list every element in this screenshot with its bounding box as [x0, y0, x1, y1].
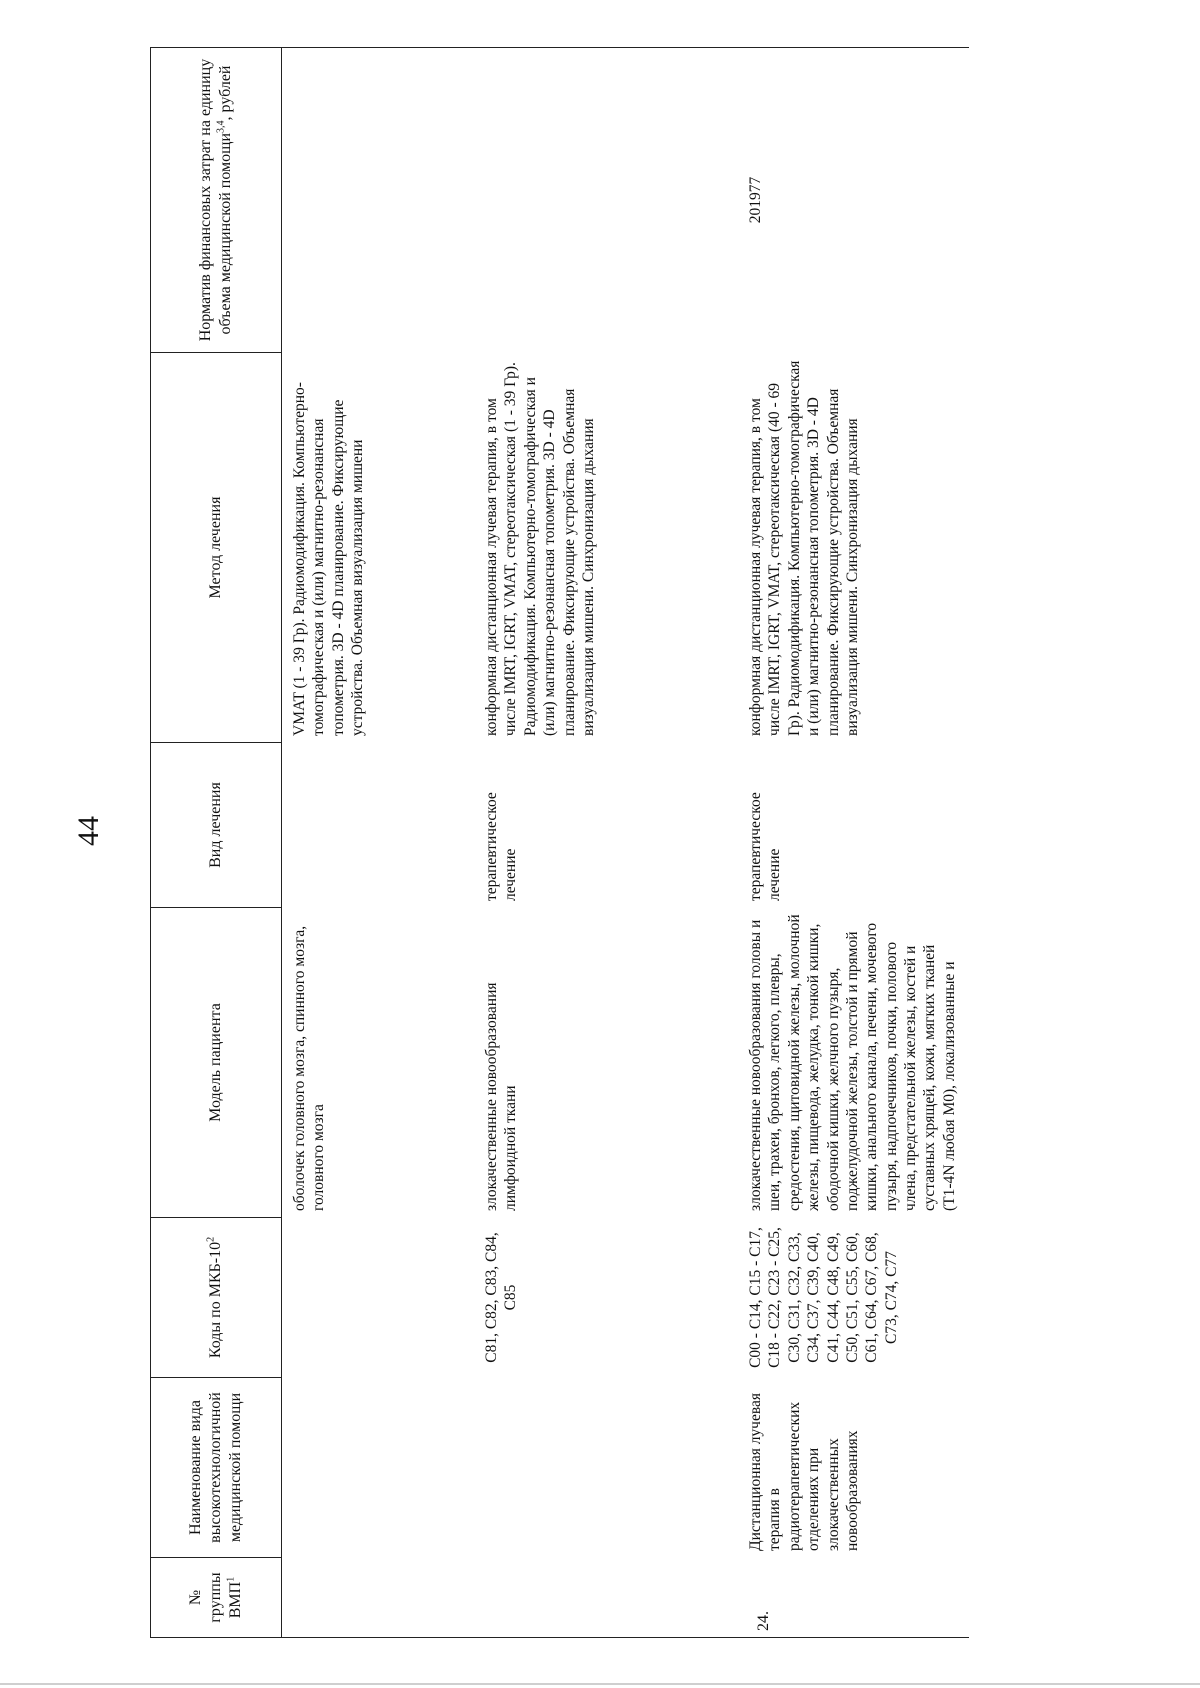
header-type: Вид лечения: [151, 743, 282, 908]
cell-codes: C00 - C14, C15 - C17, C18 - C22, C23 - C25, C30, C31, C32, C33, C34, C37, C39, C40, C41, C44, C48, C49, C50, C51, C55, C60, C61, C64, C67, C68, C73, C74, C77: [740, 1218, 969, 1378]
table-container: [150, 48, 1200, 1638]
cell-method: VMAT (1 - 39 Гр). Радиомодификация. Компьютерно-томографическая и (или) магнитно-резонансная топометрия. 3D - 4D планирование. Фиксирующие устройства. Объемная визуализация мишени: [282, 353, 477, 743]
cell-type: терапевтическое лечение: [476, 743, 740, 908]
cell-name: [282, 1378, 477, 1558]
cell-name: Дистанционная лучевая терапия в радиотерапевтических отделениях при злокачественных новообразованиях: [740, 1378, 969, 1558]
header-name: Наименование вида высокотехнологичной медицинской помощи: [151, 1378, 282, 1558]
table-row: [476, 48, 740, 1638]
cell-method: конформная дистанционная лучевая терапия, в том числе IMRT, IGRT, VMAT, стереотаксическая (1 - 39 Гр). Радиомодификация. Компьютерно-томографическая и (или) магнитно-резонансная топометрия. 3D - 4D планирование. Фиксирующие устройства. Объемная визуализация мишени. Синхронизация дыхания: [476, 353, 740, 743]
cell-codes: [282, 1218, 477, 1378]
cell-model: злокачественные новообразования лимфоидной ткани: [476, 908, 740, 1218]
cell-name: [476, 1378, 740, 1558]
cell-group-no: [476, 1558, 740, 1638]
cell-norm: [476, 48, 740, 353]
cell-norm: 201977: [740, 48, 969, 353]
vmp-table: [150, 47, 969, 1638]
page-edge-rule: [0, 1683, 1200, 1685]
header-row: [151, 48, 282, 1638]
header-norm: Норматив финансовых затрат на единицу объема медицинской помощи$^{3,4}$, рублей: [151, 48, 282, 353]
table-row: [282, 48, 477, 1638]
cell-method: конформная дистанционная лучевая терапия, в том числе IMRT, IGRT, VMAT, стереотаксическая (40 - 69 Гр). Радиомодификация. Компьютерно-томографическая и (или) магнитно-резонансная топометрия. 3D - 4D планирование. Фиксирующие устройства. Объемная визуализация мишени. Синхронизация дыхания: [740, 353, 969, 743]
cell-group-no: [282, 1558, 477, 1638]
page-number: 44: [72, 816, 105, 846]
header-model: Модель пациента: [151, 908, 282, 1218]
header-codes: Коды по МКБ-$10^2$: [151, 1218, 282, 1378]
table-row: [740, 48, 969, 1638]
header-method: Метод лечения: [151, 353, 282, 743]
cell-group-no: 24.: [740, 1558, 969, 1638]
cell-type: [282, 743, 477, 908]
cell-type: терапевтическое лечение: [740, 743, 969, 908]
cell-model: оболочек головного мозга, спинного мозга, головного мозга: [282, 908, 477, 1218]
cell-codes: C81, C82, C83, C84, C85: [476, 1218, 740, 1378]
cell-norm: [282, 48, 477, 353]
cell-model: злокачественные новообразования головы и шеи, трахеи, бронхов, легкого, плевры, средостения, щитовидной железы, молочной железы, пищевода, желудка, тонкой кишки, ободочной кишки, желчного пузыря, поджелудочной железы, толстой и прямой кишки, анального канала, печени, мочевого пузыря, надпочечников, почки, полового члена, предстательной железы, костей и суставных хрящей, кожи, мягких тканей (T1-4N любая M0), локализованные и: [740, 908, 969, 1218]
header-group-no: № группы ВМП$^1$: [151, 1558, 282, 1638]
